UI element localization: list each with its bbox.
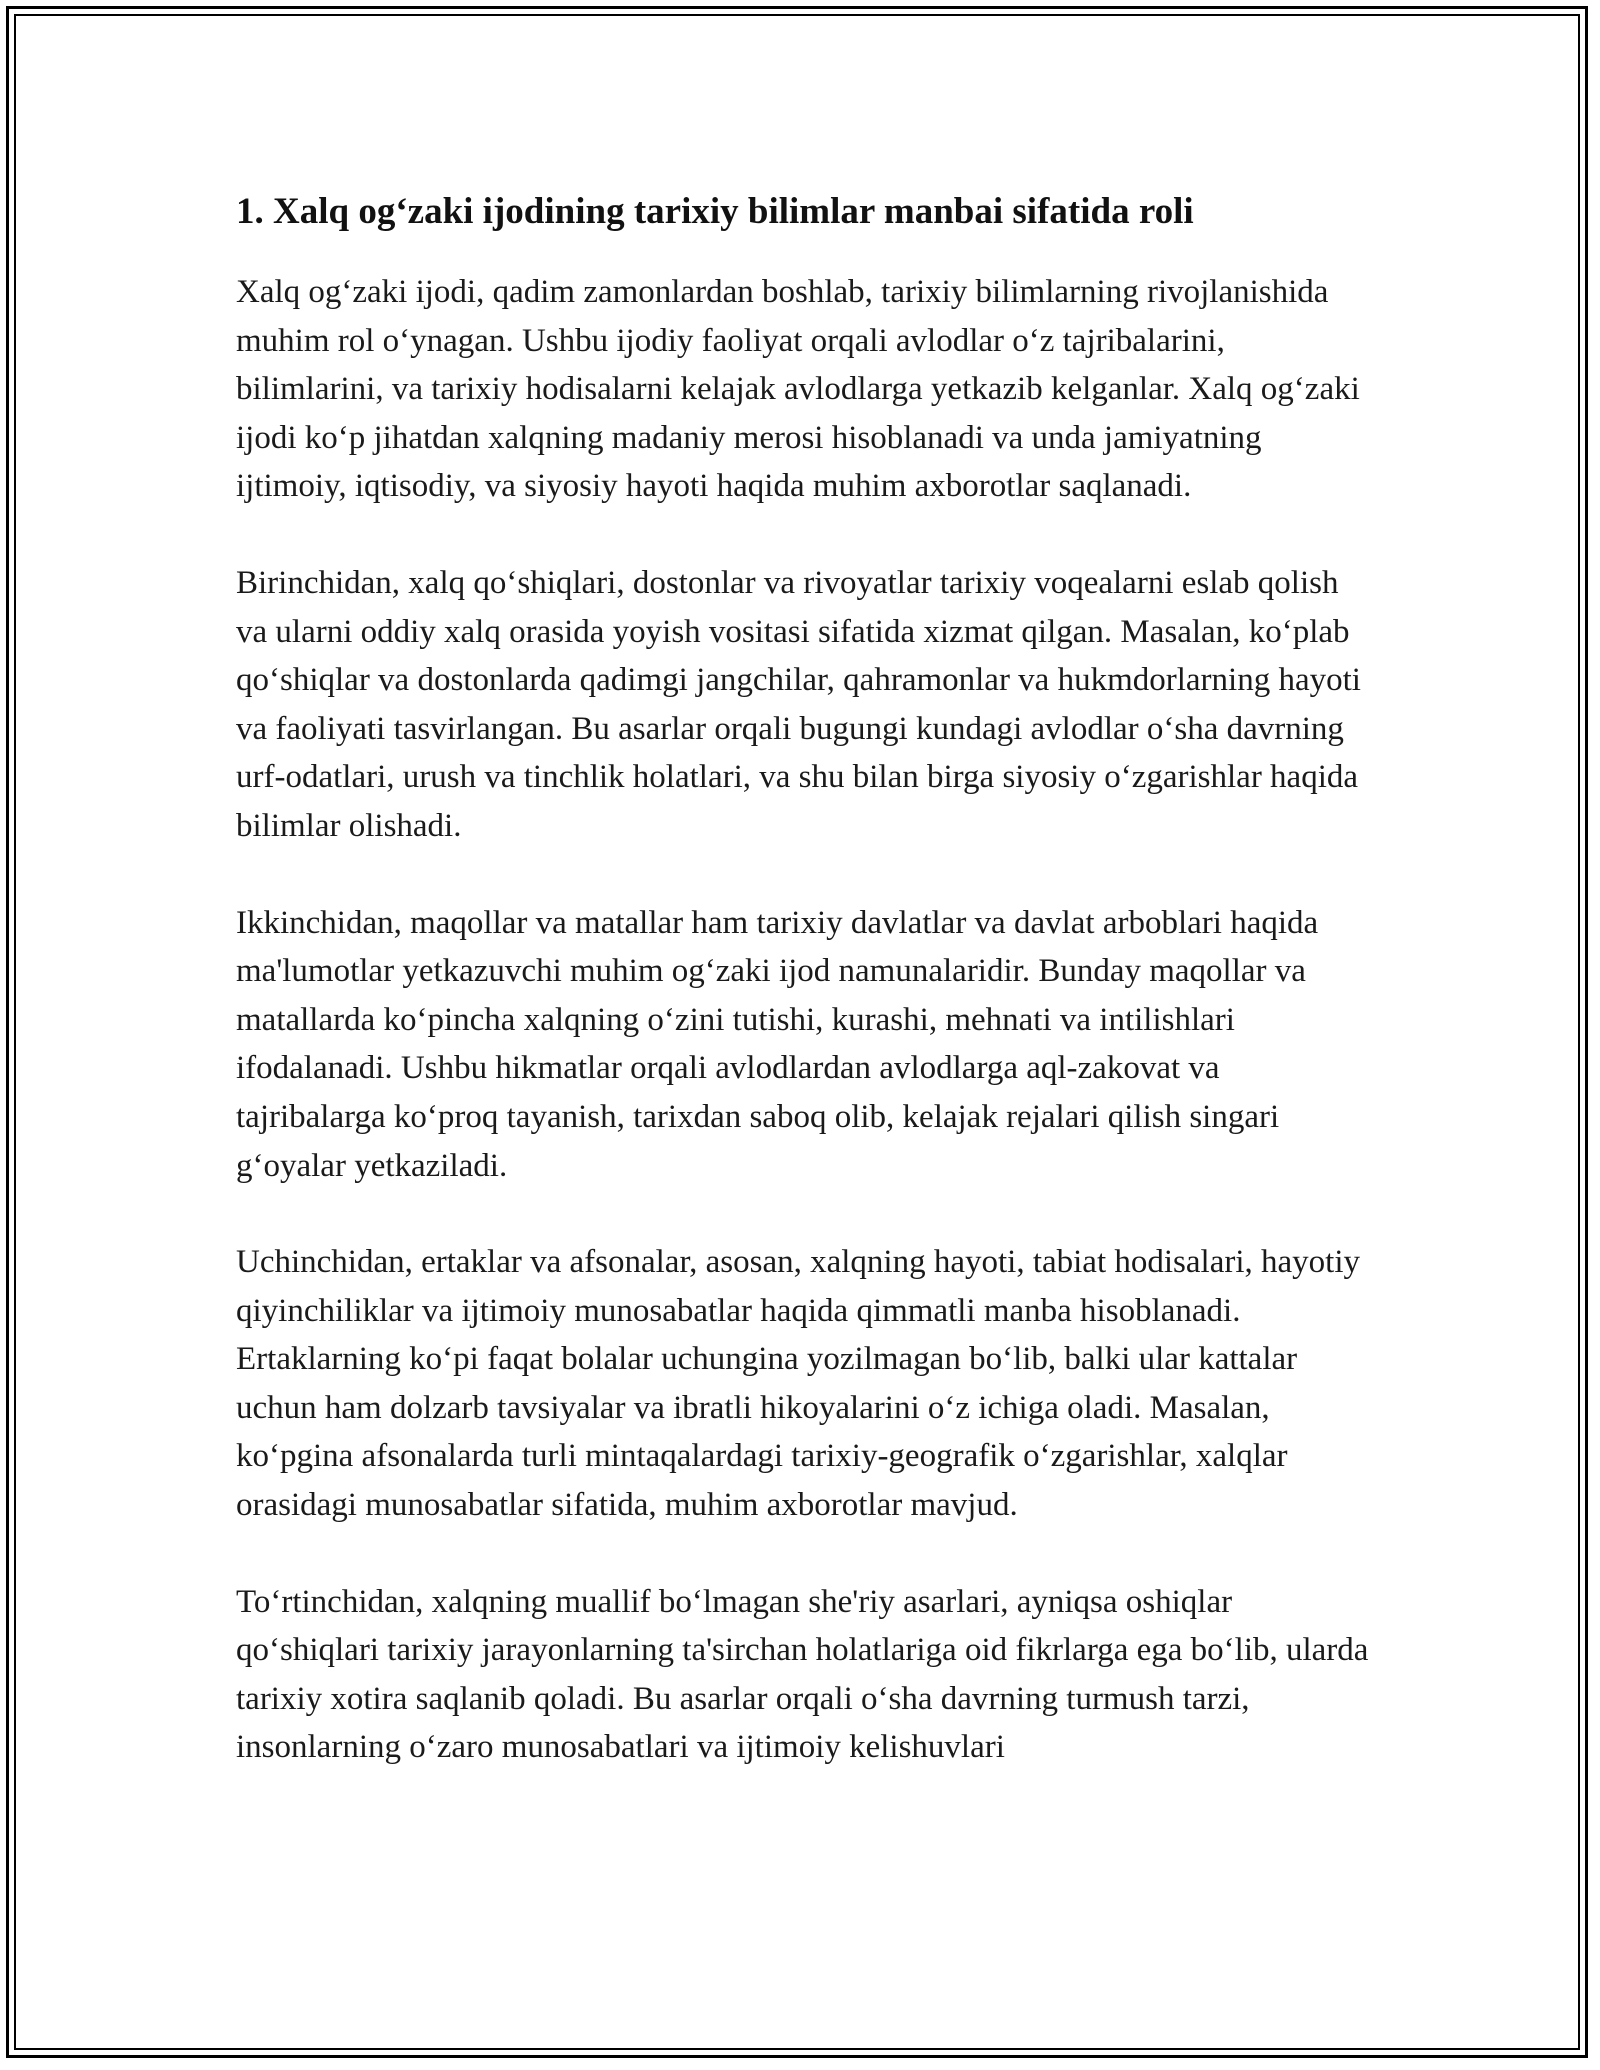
document-body <box>236 188 1376 1772</box>
paragraph-second: Ikkinchidan, maqollar va matallar ham tarixiy davlatlar va davlat arboblari haqida ma'lumotlar yetkazuvchi muhim og‘zaki ijod namunalaridir. Bunday maqollar va matallarda ko‘pincha xalqning o‘zini tutishi, kurashi, mehnati va intilishlari ifodalanadi. Ushbu hikmatlar orqali avlodlardan avlodlarga aql-zakovat va tajribalarga ko‘proq tayanish, tarixdan saboq olib, kelajak rejalari qilish singari g‘oyalar yetkaziladi. <box>236 904 1319 1184</box>
paragraph-first: Birinchidan, xalq qo‘shiqlari, dostonlar va rivoyatlar tarixiy voqealarni eslab qolish va ularni oddiy xalq orasida yoyish vositasi sifatida xizmat qilgan. Masalan, ko‘plab qo‘shiqlar va dostonlarda qadimgi jangchilar, qahramonlar va hukmdorlarning hayoti va faoliyati tasvirlangan. Bu asarlar orqali bugungi kundagi avlodlar o‘sha davrning urf-odatlari, urush va tinchlik holatlari, va shu bilan birga siyosiy o‘zgarishlar haqida bilimlar olishadi. <box>236 564 1361 844</box>
paragraph-third: Uchinchidan, ertaklar va afsonalar, asosan, xalqning hayoti, tabiat hodisalari, hayotiy qiyinchiliklar va ijtimoiy munosabatlar haqida qimmatli manba hisoblanadi. Ertaklarning ko‘pi faqat bolalar uchungina yozilmagan bo‘lib, balki ular kattalar uchun ham dolzarb tavsiyalar va ibratli hikoyalarini o‘z ichiga oladi. Masalan, ko‘pgina afsonalarda turli mintaqalardagi tarixiy-geografik o‘zgarishlar, xalqlar orasidagi munosabatlar sifatida, muhim axborotlar mavjud. <box>236 1244 1360 1524</box>
paragraph-fourth: To‘rtinchidan, xalqning muallif bo‘lmagan she'riy asarlari, ayniqsa oshiqlar qo‘shiqlari tarixiy jarayonlarning ta'sirchan holatlariga oid fikrlarga ega bo‘lib, ularda tarixiy xotira saqlanib qoladi. Bu asarlar orqali o‘sha davrning turmush tarzi, insonlarning o‘zaro munosabatlari va ijtimoiy kelishuvlari <box>236 1583 1369 1766</box>
section-heading: 1. Xalq og‘zaki ijodining tarixiy bilimlar manbai sifatida roli <box>236 191 1194 232</box>
paragraph-intro: Xalq og‘zaki ijodi, qadim zamonlardan boshlab, tarixiy bilimlarning rivojlanishida muhim rol o‘ynagan. Ushbu ijodiy faoliyat orqali avlodlar o‘z tajribalarini, bilimlarini, va tarixiy hodisalarni kelajak avlodlarga yetkazib kelganlar. Xalq og‘zaki ijodi ko‘p jihatdan xalqning madaniy merosi hisoblanadi va unda jamiyatning ijtimoiy, iqtisodiy, va siyosiy hayoti haqida muhim axborotlar saqlanadi. <box>236 274 1360 505</box>
